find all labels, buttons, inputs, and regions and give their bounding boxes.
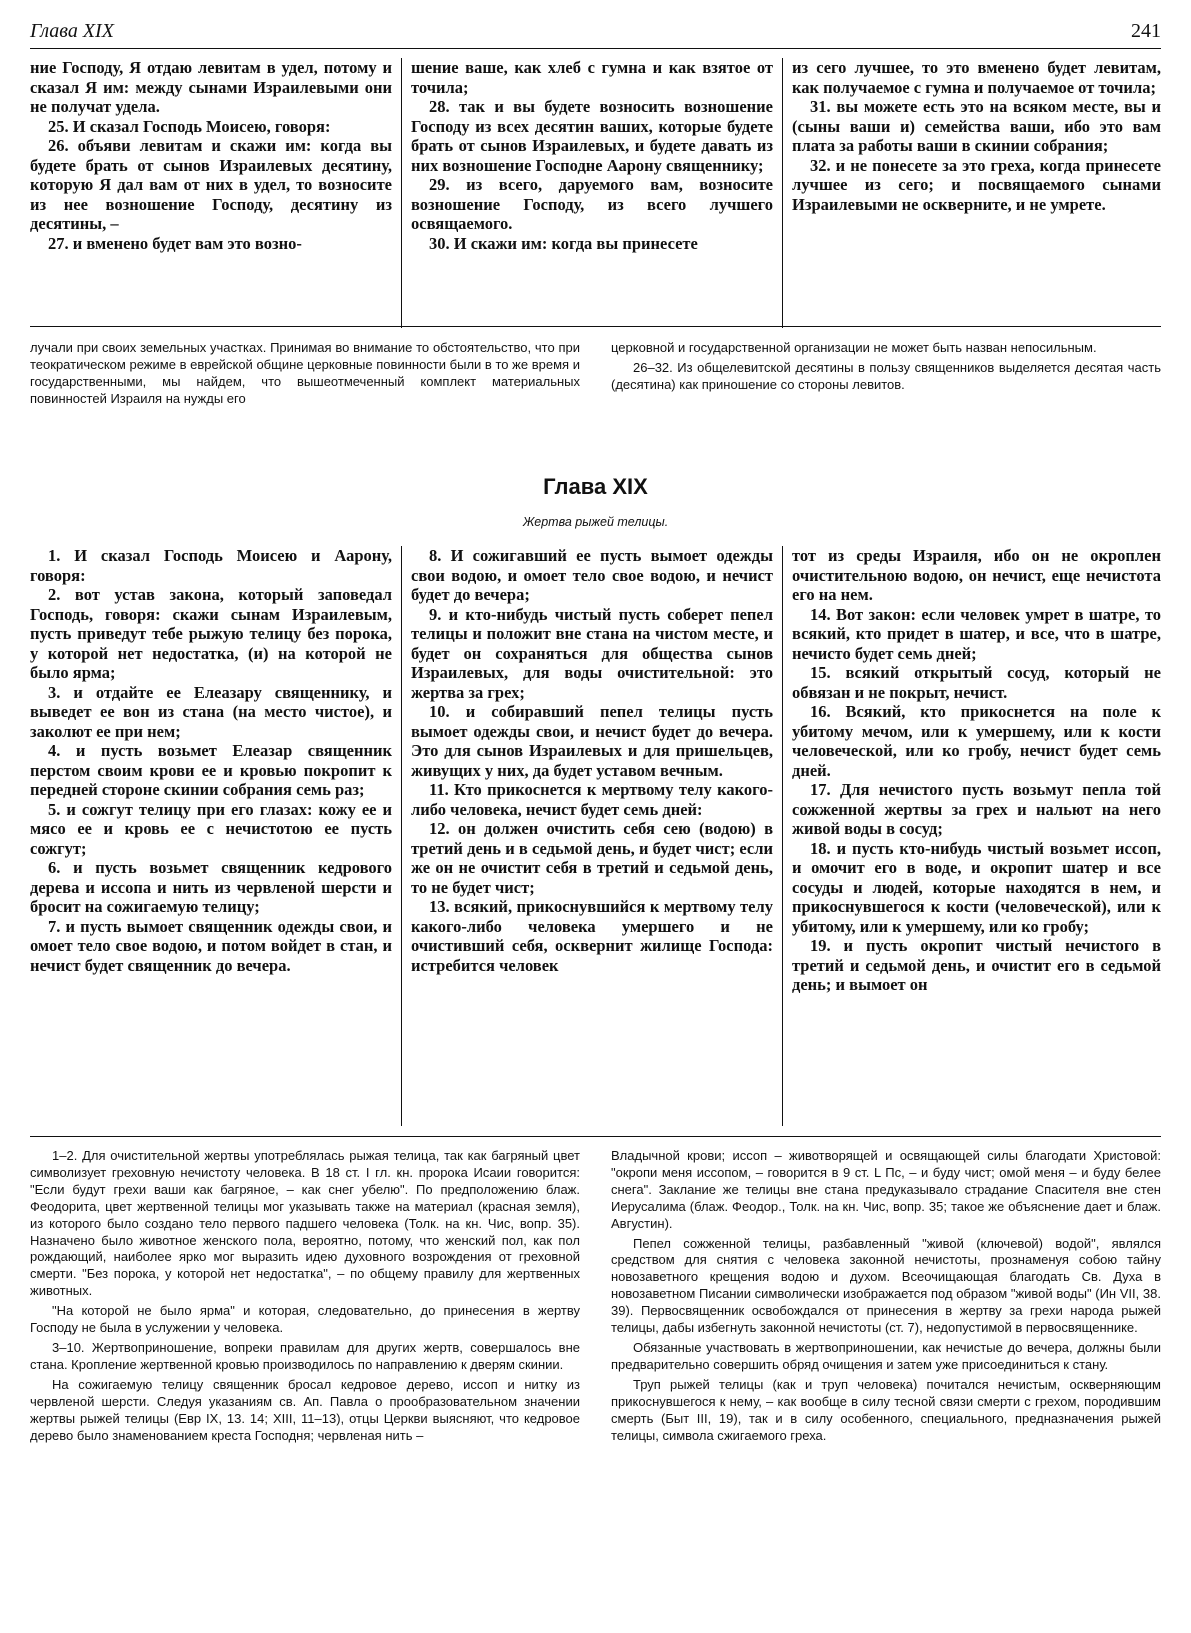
verse: 11. Кто прикоснется к мертвому телу какого-либо человека, нечист будет семь дней: <box>411 780 773 819</box>
bottom-commentary <box>30 1148 1161 1618</box>
bottom-commentary-column-2 <box>611 1148 1161 1447</box>
verse: 9. и кто-нибудь чистый пусть соберет пепел телицы и положит вне стана на чистом месте, и будет он сохраняться для общества сынов Израилевых, для воды очистительной: это жертва за грех; <box>411 604 773 702</box>
commentary-paragraph: лучали при своих земельных участках. Принимая во внимание то обстоятельство, что при теократическом режиме в еврейской общине церковные повинности были в то же время и государственными, мы найдем, что вышеотмеченный комплект материальных повинностей Израиля на нужды его <box>30 340 580 406</box>
verse: 19. и пусть окропит чистый нечистого в третий и седьмой день, и очистит его в седьмой день; и вымоет он <box>792 936 1161 994</box>
verse: 13. всякий, прикоснувшийся к мертвому телу какого-либо человека умершего и не очистивший себя, осквернит жилище Господа: истребится человек <box>411 897 773 975</box>
top-text-columns <box>30 58 1161 328</box>
book-page <box>30 18 1161 1618</box>
verse-continuation: из сего лучшее, то это вменено будет левитам, как получаемое с гумна и получаемое от точила; <box>792 58 1161 97</box>
top-commentary-column-2 <box>611 340 1161 397</box>
verse: 32. и не понесете за это греха, когда принесете лучшее из сего; и посвящаемого сынами Израилевыми не оскверните, и не умрете. <box>792 155 1161 214</box>
verse: 10. и собиравший пепел телицы пусть вымоет одежды свои, и нечист будет до вечера. Это для сынов Израилевых и для пришельцев, живущих у них, да будет уставом вечным. <box>411 702 773 780</box>
chapter-title: Глава XIX <box>543 474 648 499</box>
verse: 17. Для нечистого пусть возьмут пепла той сожженной жертвы за грех и нальют на него живой воды в сосуд; <box>792 780 1161 838</box>
chapter-subtitle: Жертва рыжей телицы. <box>522 515 669 529</box>
main-column-1 <box>30 546 392 1126</box>
running-head <box>30 18 1161 49</box>
verse: 28. так и вы будете возносить возношение Господу из всех десятин ваших, которые будете брать от сынов Израилевых, и будете давать из них возношение Господне Аарону священнику; <box>411 97 773 175</box>
verse: 30. И скажи им: когда вы принесете <box>429 233 698 253</box>
verse: 29. из всего, даруемого вам, возносите возношение Господу, из всего лучшего освящаемого. <box>411 175 773 233</box>
main-column-3 <box>792 546 1161 1126</box>
verse: 8. И сожигавший ее пусть вымоет одежды свои водою, и омоет тело свое водою, и нечист будет до вечера; <box>411 546 773 604</box>
main-text-columns <box>30 546 1161 1126</box>
commentary-paragraph: "На которой не было ярма" и которая, следовательно, до принесения в жертву Господу не была в услужении у человека. <box>30 1303 580 1336</box>
verse: 3. и отдайте ее Елеазару священнику, и выведет ее вон из стана (на место чистое), и заколют ее при нем; <box>30 682 392 741</box>
page-number: 241 <box>1131 20 1161 42</box>
verse: 5. и сожгут телицу при его глазах: кожу ее и мясо ее и кровь ее с нечистотою ее пусть сожгут; <box>30 799 392 858</box>
verse: 1. И сказал Господь Моисею и Аарону, говоря: <box>30 546 392 585</box>
verse-continuation: шение ваше, как хлеб с гумна и как взятое от точила; <box>411 58 773 97</box>
verse: 12. он должен очистить себя сею (водою) в третий день и в седьмой день, и будет чист; если же он не очистит себя в третий и седьмой день, то не будет чист; <box>411 819 773 897</box>
commentary-paragraph: Пепел сожженной телицы, разбавленный "живой (ключевой) водой", являлся средством для снятия с человека законной нечистоты, прознаменуя собою тайну новозаветного крещения водою и духом. Всеочищающая благодать Св. Духа в новозаветном Писании символически изображается под образом "живой воды" (Ин VII, 38. 39). Первосвященник освобождался от принесения в жертву за грехи народа рыжей телицы, дабы избегнуть законной нечистоты (ст. 7), недопустимой в первосвященнике. <box>611 1235 1161 1336</box>
top-column-3 <box>792 58 1161 328</box>
running-chapter-title: Глава XIX <box>30 20 114 42</box>
verse: 16. Всякий, кто прикоснется на поле к убитому мечом, или к умершему, или к кости человеческой, или ко гробу, нечист будет семь дней. <box>792 702 1161 780</box>
verse: 26. объяви левитам и скажи им: когда вы будете брать от сынов Израилевых десятину, которую Я дал вам от них в удел, то возносите из нее возношение Господу, десятину из десятины, – <box>30 136 392 233</box>
verse-continuation: тот из среды Израиля, ибо он не окроплен очистительною водою, он нечист, еще нечистота его на нем. <box>792 546 1161 604</box>
verse: 31. вы можете есть это на всяком месте, вы и (сыны ваши и) семейства ваши, ибо это вам плата за работы ваши в скинии собрания; <box>792 97 1161 155</box>
column-rule <box>782 58 783 328</box>
verse: 2. вот устав закона, который заповедал Господь, говоря: скажи сынам Израилевым, пусть приведут тебе рыжую телицу без порока, у которой нет недостатка, (и) на которой не было ярма; <box>30 585 392 682</box>
commentary-paragraph: Труп рыжей телицы (как и труп человека) почитался нечистым, оскверняющим прикоснувшегося к нему, – как вообще в силу тесной связи смерти с грехом, породившим смерть (Быт III, 19), так и в силу особенного, специального, предназначения рыжей телицы, символа сжигаемого греха. <box>611 1376 1161 1443</box>
section-divider <box>30 326 1161 327</box>
verse: 6. и пусть возьмет священник кедрового дерева и иссопа и нить из червленой шерсти и бросит на сожигаемую телицу; <box>30 858 392 916</box>
commentary-paragraph: Обязанные участвовать в жертвоприношении, как нечистые до вечера, должны были предварительно совершить обряд очищения и затем уже присоединиться к стану. <box>611 1339 1161 1372</box>
verse: 27. и вменено будет вам это возно- <box>48 233 302 253</box>
verse: 15. всякий открытый сосуд, который не обвязан и не покрыт, нечист. <box>792 663 1161 702</box>
verse: 14. Вот закон: если человек умрет в шатре, то всякий, кто придет в шатер, и все, что в шатре, нечисто будет семь дней; <box>792 604 1161 663</box>
verse-continuation: ние Господу, Я отдаю левитам в удел, потому и сказал Я им: между сынами Израилевыми они не получат удела. <box>30 58 392 116</box>
commentary-paragraph: Владычной крови; иссоп – животворящей и освящающей силы благодати Христовой: "окропи меня иссопом, – говорится в 9 ст. L Пс, – и буду чист; омой меня – и буду белее снега". Заклание же телицы вне стана предуказывало страдание Спасителя вне стен Иерусалима (блаж. Феодор., Толк. на кн. Чис, вопр. 35; такое же объяснение дает и блаж. Августин). <box>611 1148 1161 1231</box>
column-rule <box>782 546 783 1126</box>
column-rule <box>401 58 402 328</box>
commentary-paragraph: церковной и государственной организации не может быть назван непосильным. <box>611 340 1097 355</box>
commentary-paragraph: 3–10. Жертвоприношение, вопреки правилам для других жертв, совершалось вне стана. Кропление жертвенной кровью производилось по направлению к дверям скинии. <box>30 1339 580 1372</box>
commentary-paragraph: 1–2. Для очистительной жертвы употреблялась рыжая телица, так как багряный цвет символизует греховную нечистоту человека. В 18 ст. I гл. кн. пророка Исаии говорится: "Если будут грехи ваши как багряное, – как снег убелю". По предположению блаж. Феодорита, цвет жертвенной телицы мог указывать также на материал (красная земля), из которого было создано тело первого падшего человека (Толк. на кн. Чис, вопр. 35). Назначено было животное женского пола, вероятно, потому, что женский пол, как пол рождающий, наиболее ярко мог выразить идею духовного возрождения от греховной смерти. "Без порока, у которой нет недостатка", – по общему правилу для жертвенных животных. <box>30 1148 580 1299</box>
section-divider <box>30 1136 1161 1137</box>
top-commentary-column-1 <box>30 340 580 411</box>
bottom-commentary-column-1 <box>30 1148 580 1447</box>
verse: 18. и пусть кто-нибудь чистый возьмет иссоп, и омочит его в воде, и окропит шатер и все сосуды и людей, которые находятся в нем, и прикоснувшегося к кости (человеческой), или к убитому, или к умершему, или ко гробу; <box>792 838 1161 936</box>
commentary-paragraph: На сожигаемую телицу священник бросал кедровое дерево, иссоп и нитку из червленой шерсти. Следуя указаниям св. Ап. Павла о прообразовательном значении жертвы рыжей телицы (Евр IX, 13. 14; XIII, 11–13), отцы Церкви выясняют, что кедровое дерево было знаменованием креста Господня; червленая нить – <box>30 1376 580 1443</box>
main-column-2 <box>411 546 773 1126</box>
column-rule <box>401 546 402 1126</box>
commentary-paragraph: 26–32. Из общелевитской десятины в пользу священников выделяется десятая часть (десятина) как приношение со стороны левитов. <box>611 359 1161 392</box>
verse: 4. и пусть возьмет Елеазар священник перстом своим крови ее и кровью покропит к передней стороне скинии собрания семь раз; <box>30 741 392 799</box>
top-column-2 <box>411 58 773 328</box>
verse: 25. И сказал Господь Моисею, говоря: <box>48 116 331 136</box>
verse: 7. и пусть вымоет священник одежды свои, и омоет тело свое водою, и потом войдет в стан, и нечист будет священник до вечера. <box>30 916 392 975</box>
top-column-1 <box>30 58 392 328</box>
top-commentary <box>30 340 1161 440</box>
